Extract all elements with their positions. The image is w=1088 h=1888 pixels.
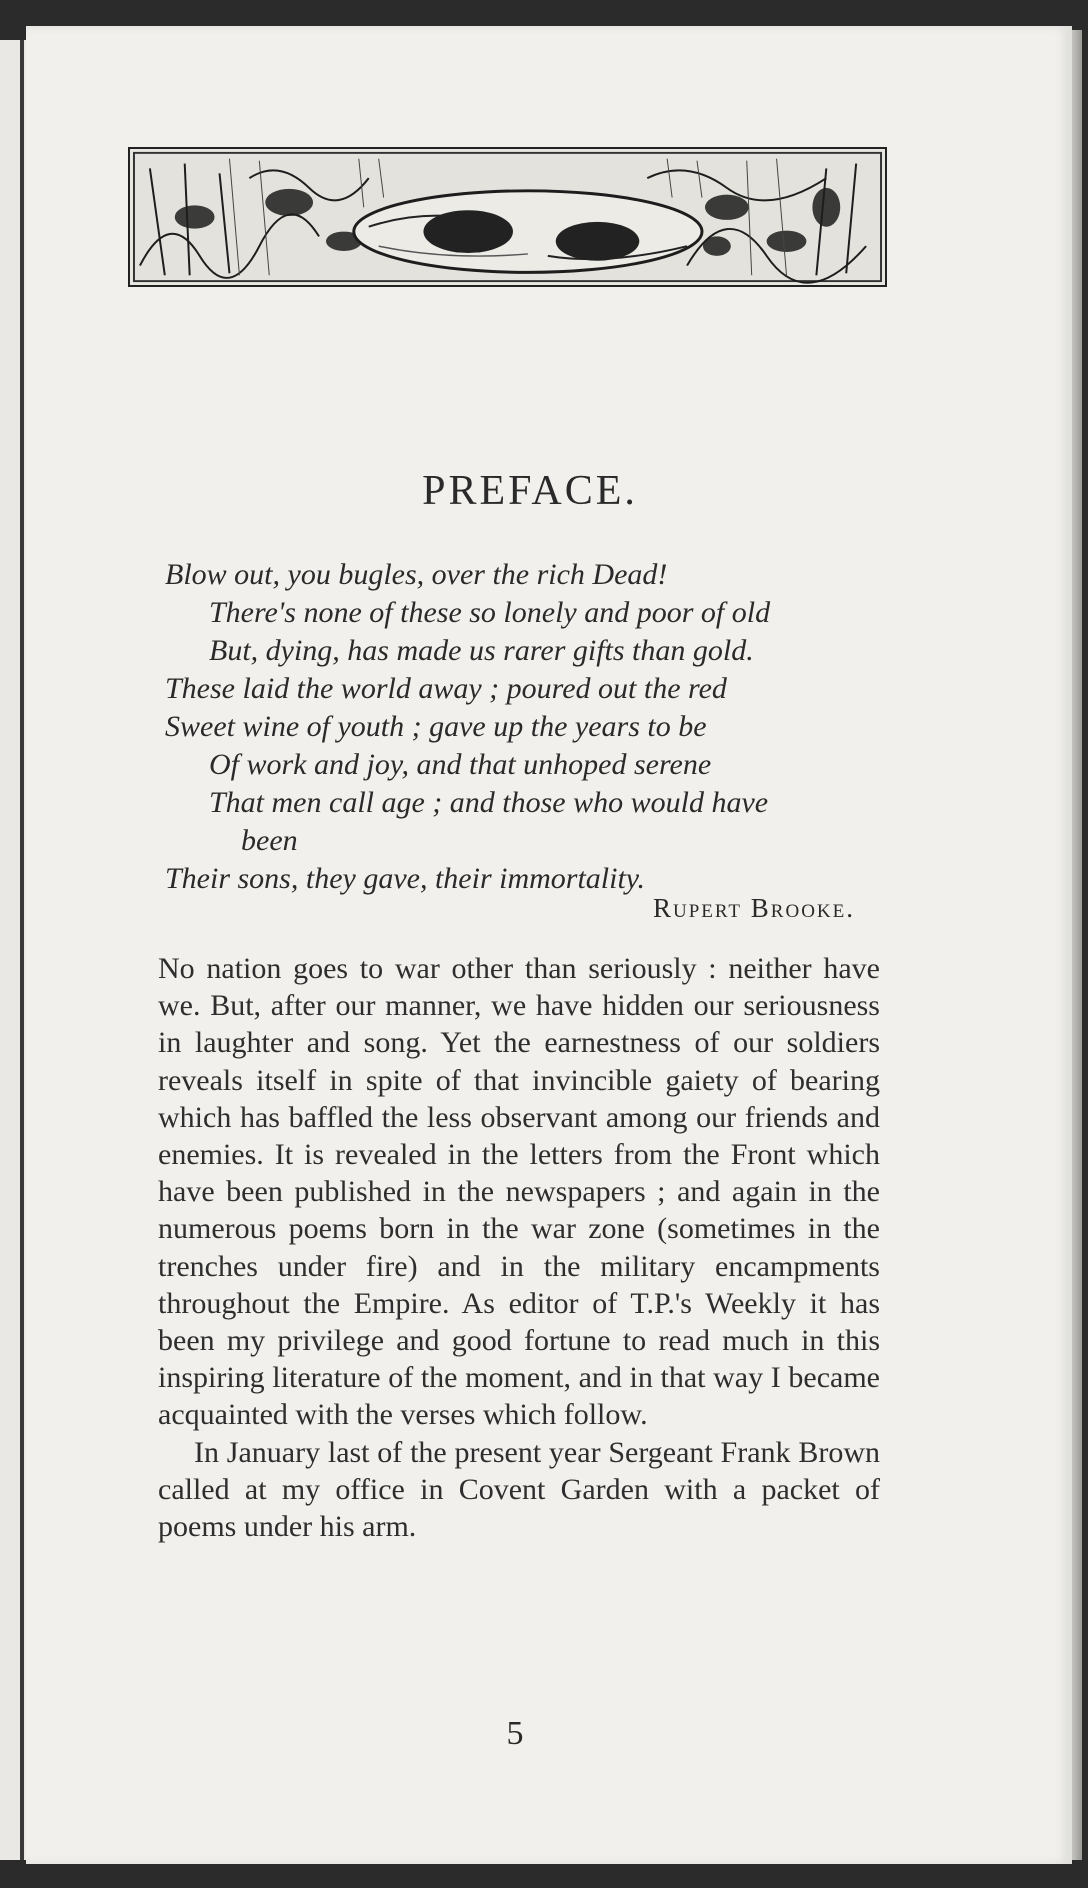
poem-line: That men call age ; and those who would have <box>209 786 769 819</box>
paragraph: In January last of the present year Sergeant Frank Brown called at my office in Covent Garden with a packet of poems under his arm. <box>158 1435 880 1544</box>
poem-line: These laid the world away ; poured out the red <box>165 672 727 705</box>
poem-line: Of work and joy, and that unhoped serene <box>209 748 712 781</box>
epigraph-poem <box>165 556 925 898</box>
poem-attribution: Rupert Brooke. <box>653 893 855 923</box>
poem-line: But, dying, has made us rarer gifts than gold. <box>209 634 754 667</box>
poem-line: Blow out, you bugles, over the rich Dead! <box>165 558 668 591</box>
paragraph: No nation goes to war other than seriously : neither have we. But, after our manner, we have hidden our seriousness in laughter and song. Yet the earnestness of our soldiers reveals itself in spite of that invincible gaiety of bearing which has baffled the less observant among our friends and enemies. It is revealed in the letters from the Front which have been published in the newspapers ; and again in the numerous poems born in the war zone (sometimes in the trenches under fire) and in the military encampments throughout the Empire. As editor of T.P.'s Weekly it has been my privilege and good fortune to read much in this inspiring literature of the moment, and in that way I became acquainted with the verses which follow. <box>158 952 880 1432</box>
poem-line: Sweet wine of youth ; gave up the years to be <box>165 710 707 743</box>
book-spine <box>20 40 24 1860</box>
poem-line: There's none of these so lonely and poor of old <box>209 596 771 629</box>
poem-line: been <box>241 824 298 857</box>
book-page <box>26 26 1072 1864</box>
page-number: 5 <box>506 1715 524 1752</box>
woodland-animals-engraving-icon <box>128 147 887 287</box>
poem-line: Their sons, they gave, their immortality. <box>165 862 645 895</box>
preface-body <box>158 950 880 1545</box>
page-title: PREFACE. <box>422 468 638 514</box>
